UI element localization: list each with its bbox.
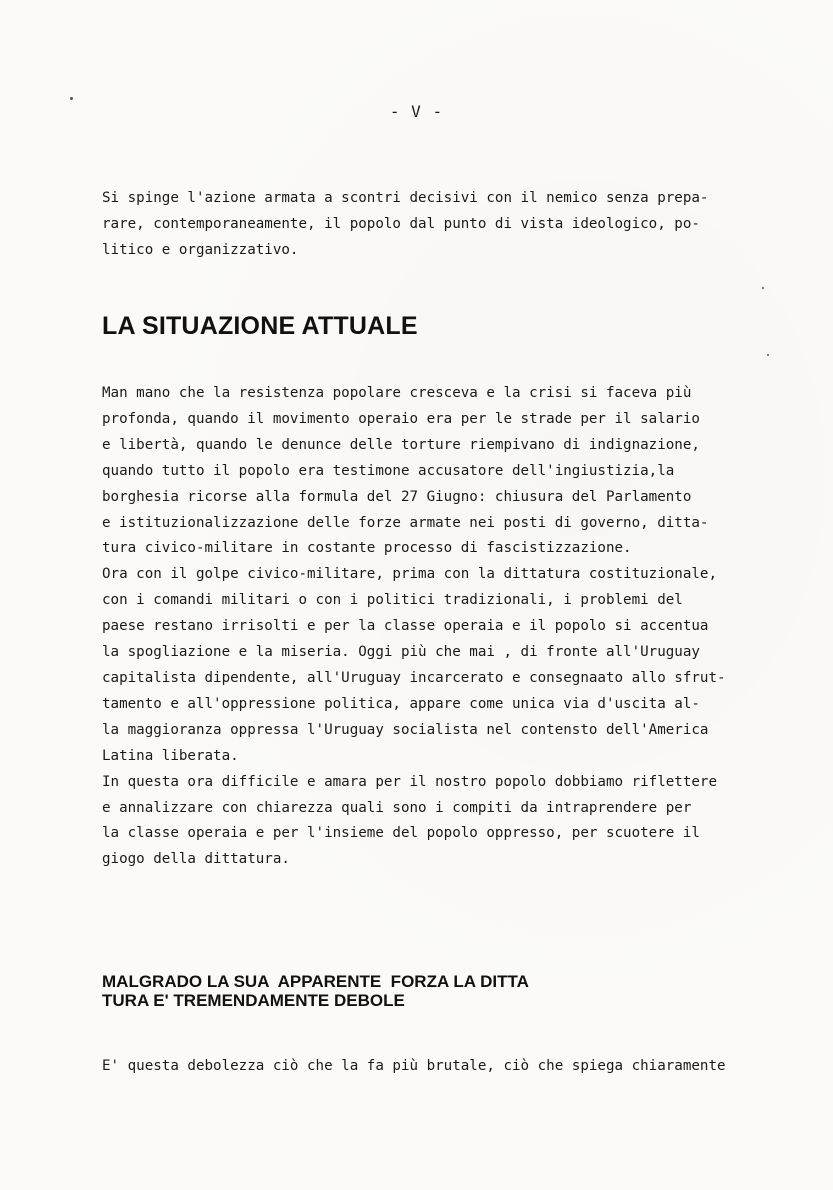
subsection-title: MALGRADO LA SUA APPARENTE FORZA LA DITTA TURA E' TREMENDAMENTE DEBOLE xyxy=(102,972,529,1010)
page-number: - V - xyxy=(389,102,444,121)
section-paragraph: Man mano che la resistenza popolare cresceva e la crisi si faceva più profonda, quando il movimento operaio era per le strade per il salario e libertà, quando le denunce delle torture riempivano di indignazione, quando tutto il popolo era testimone accusatore dell'ingiustizia,la borghesia ricorse alla formula del 27 Giugno: chiusura del Parlamento e istituzionalizzazione delle forze armate nei posti di governo, ditta- tura civico-militare in costante processo di fascistizzazione. Ora con il golpe civico-militare, prima con la dittatura costituzionale, con i comandi militari o con i politici tradizionali, i problemi del paese restano irrisolti e per la classe operaia e il popolo si accentua la spogliazione e la miseria. Oggi più che mai , di fronte all'Uruguay capitalista dipendente, all'Uruguay incarcerato e consegnaato allo sfrut- tamento e all'oppressione politica, appare come unica via d'uscita al- la maggioranza oppressa l'Uruguay socialista nel contensto dell'America Latina liberata. In questa ora difficile e amara per il nostro popolo dobbiamo riflettere e annalizzare con chiarezza quali sono i compiti da intraprendere per la classe operaia e per l'insieme del popolo oppresso, per scuotere il giogo della dittatura. xyxy=(102,385,726,868)
paper-speck xyxy=(762,287,764,289)
section-title: LA SITUAZIONE ATTUALE xyxy=(102,312,418,340)
subsection-paragraph: E' questa debolezza ciò che la fa più brutale, ciò che spiega chiaramente xyxy=(102,1058,726,1074)
intro-paragraph: Si spinge l'azione armata a scontri decisivi con il nemico senza prepa- rare, contemporaneamente, il popolo dal punto di vista ideologico, po- litico e organizzativo. xyxy=(102,190,709,258)
paper-speck xyxy=(767,354,769,356)
paper-speck xyxy=(70,97,73,100)
